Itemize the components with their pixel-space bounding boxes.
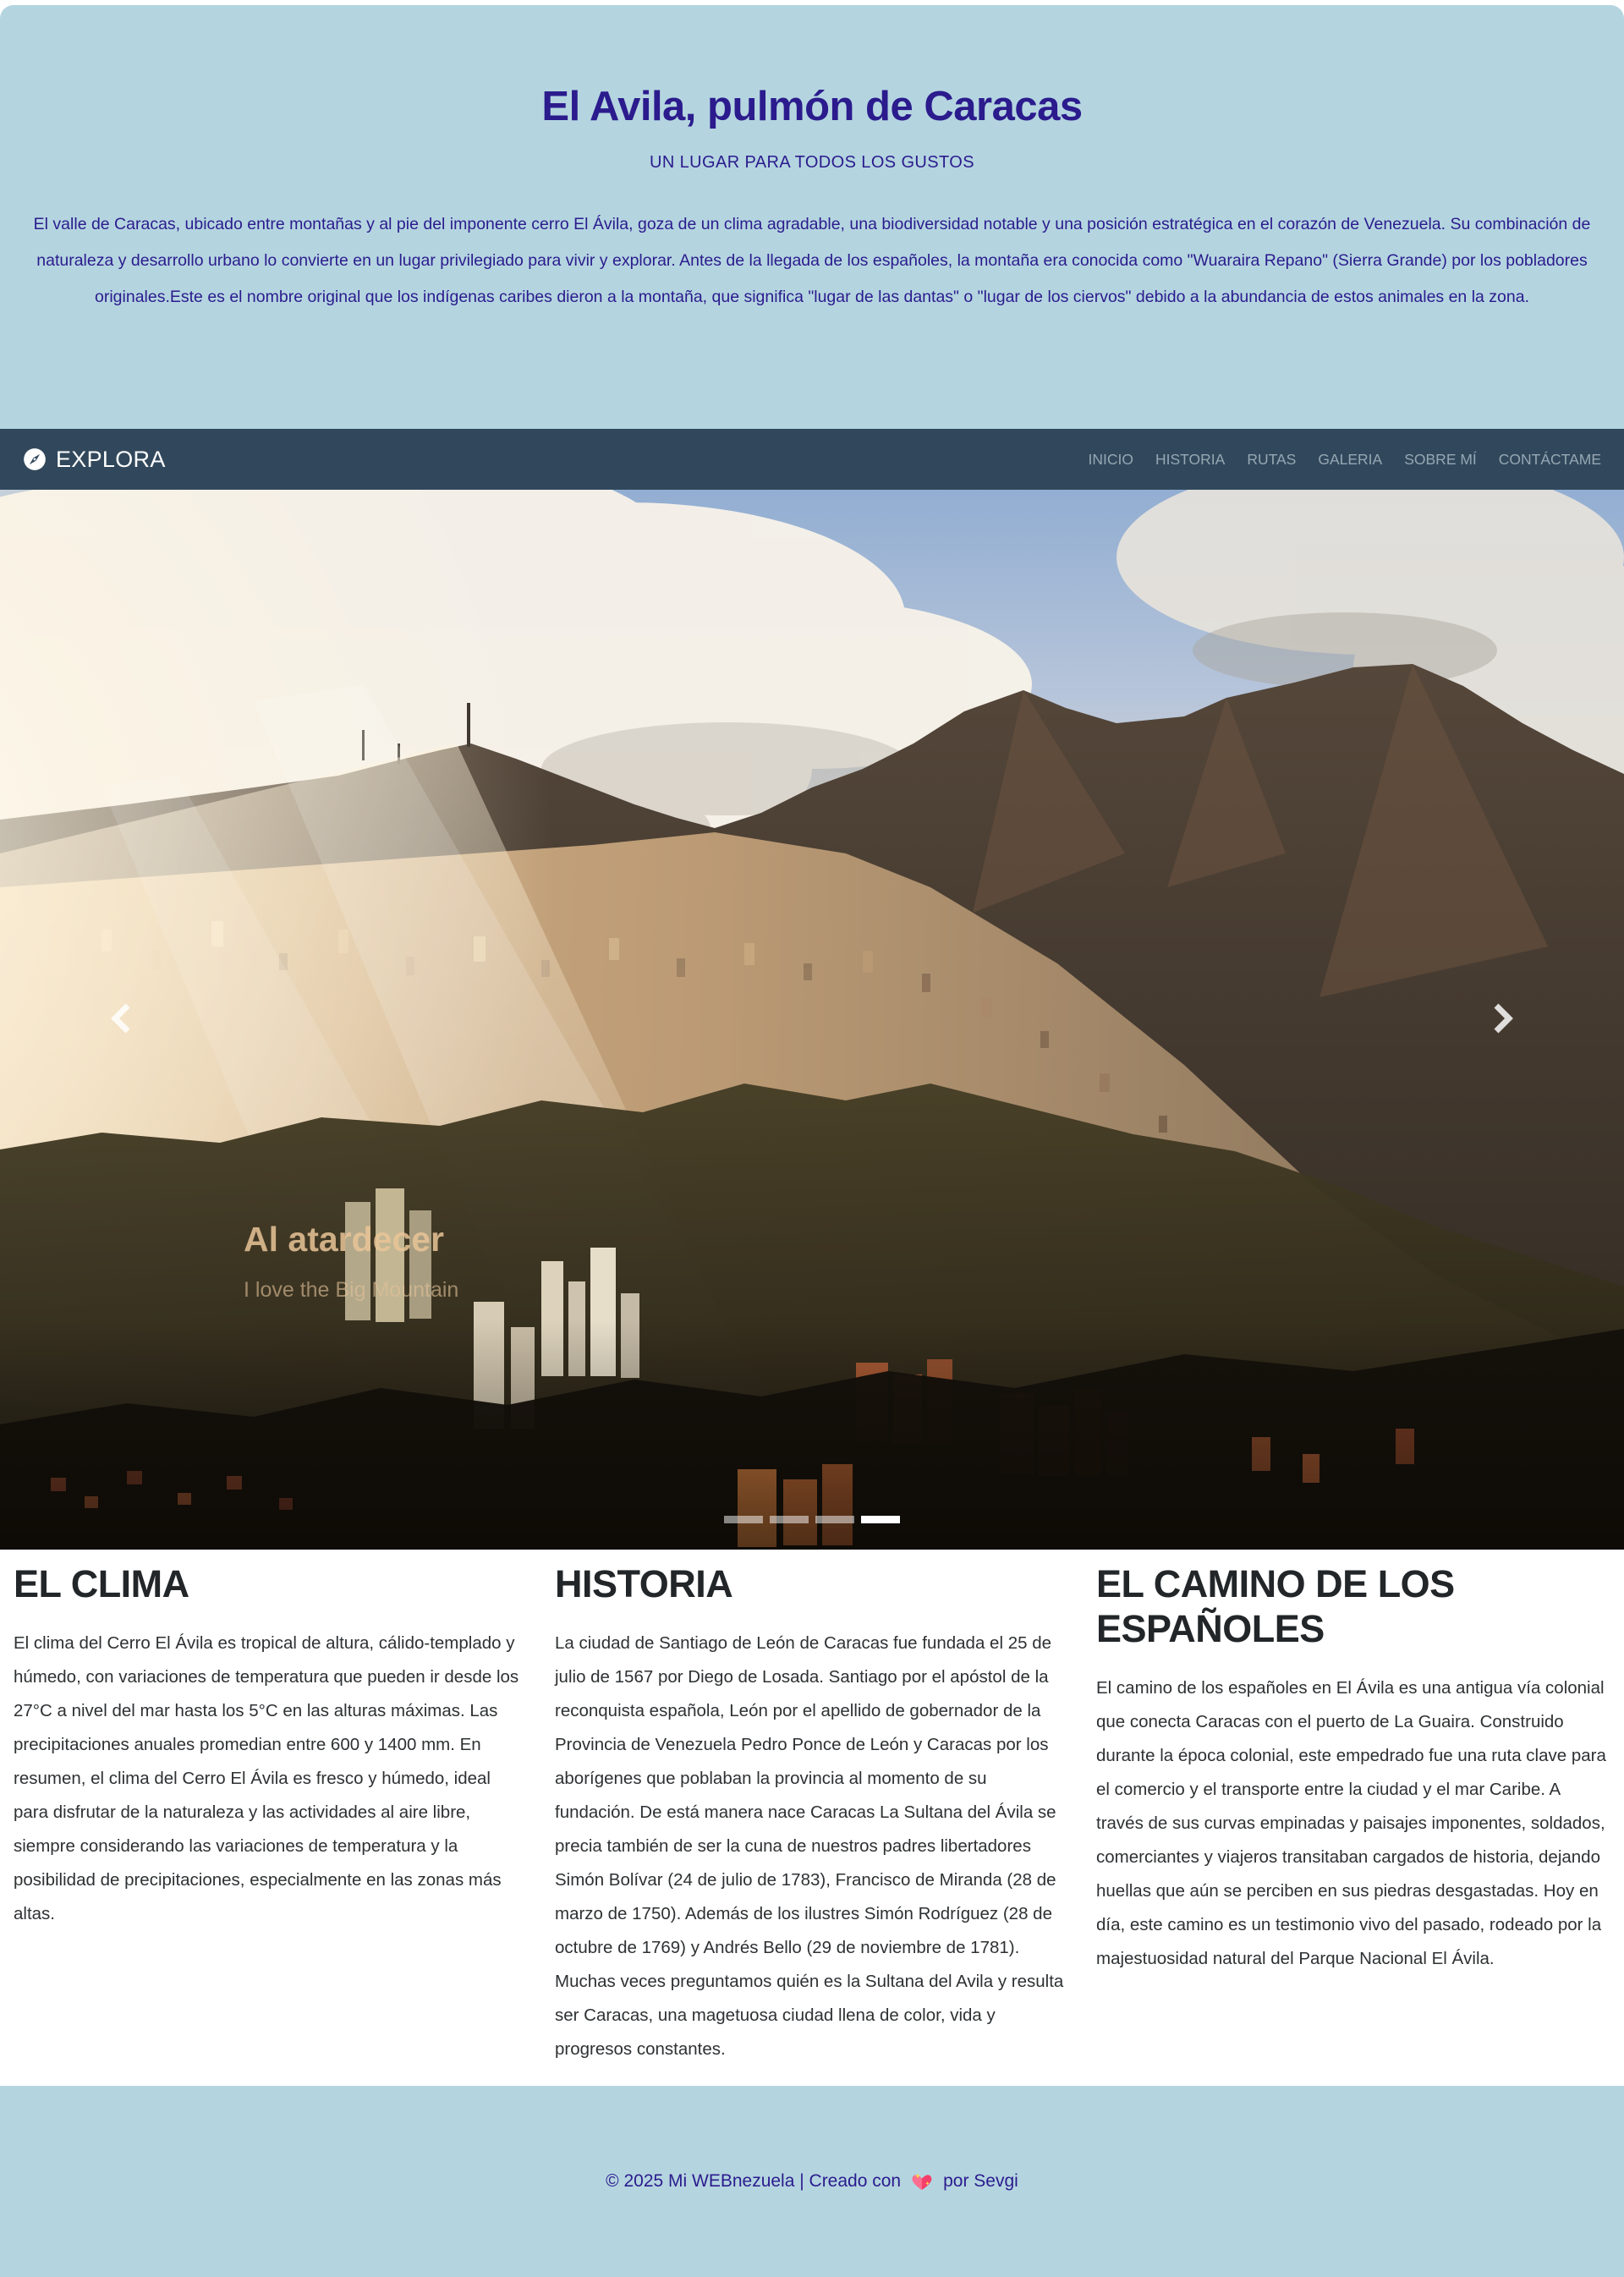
navbar (0, 429, 1624, 490)
footer-text-right: por Sevgi (943, 2171, 1018, 2191)
nav-item-galeria[interactable]: GALERIA (1318, 450, 1383, 468)
brand-link[interactable] (23, 447, 166, 473)
section-body-el-clima: El clima del Cerro El Ávila es tropical de altura, cálido-templado y húmedo, con variaciones de temperatura que pueden ir desde los 27°C a nivel del mar hasta los 5°C en las alturas máximas. Las precipitaciones anuales promedian entre 600 y 1400 mm. En resumen, el clima del Cerro El Ávila es fresco y húmedo, ideal para disfrutar de la naturaleza y las actividades al aire libre, siempre considerando las variaciones de temperatura y la posibilidad de precipitaciones, especialmente en las zonas más altas. (14, 1633, 519, 1924)
section-heading-camino-espanoles: EL CAMINO DE LOS ESPAÑOLES (1096, 1562, 1455, 1651)
column-el-clima (14, 1561, 524, 2086)
caption-title: Al atardecer (244, 1220, 445, 1259)
nav-item-sobre-mi[interactable]: SOBRE MÍ (1404, 450, 1477, 468)
carousel-indicator-2[interactable] (770, 1516, 809, 1523)
info-columns (0, 1550, 1624, 2086)
carousel-caption (244, 1220, 458, 1303)
page-footer (0, 2086, 1624, 2277)
footer-text-left: © 2025 Mi WEBnezuela | Creado con (606, 2171, 902, 2191)
brand-label: EXPLORA (56, 446, 166, 472)
chevron-left-icon (107, 1000, 136, 1040)
intro-paragraph: El valle de Caracas, ubicado entre montañas y al pie del imponente cerro El Ávila, goza de un clima agradable, una biodiversidad notable y una posición estratégica en el corazón de Venezuela. Su combinación de naturaleza y desarrollo urbano lo convierte en un lugar privilegiado para vivir y explorar. Antes de la llegada de los españoles, la montaña era conocida como "Wuaraira Repano" (Sierra Grande) por los pobladores originales.Este es el nombre original que los indígenas caribes dieron a la montaña, que significa "lugar de las dantas" o "lugar de los ciervos" debido a la abundancia de estos animales en la zona. (33, 215, 1591, 306)
nav-item-historia[interactable]: HISTORIA (1155, 450, 1226, 468)
page-header (0, 5, 1624, 429)
page-subtitle: UN LUGAR PARA TODOS LOS GUSTOS (650, 153, 974, 172)
nav-item-contactame[interactable]: CONTÁCTAME (1498, 450, 1601, 468)
nav-links (1078, 451, 1602, 469)
column-historia (555, 1561, 1066, 2086)
section-body-historia: La ciudad de Santiago de León de Caracas fue fundada el 25 de julio de 1567 por Diego de Losada. Santiago por el apóstol de la reconquista española, León por el apellido de gobernador de la Provincia de Venezuela Pedro Ponce de León y Caracas por los aborígenes que poblaban la provincia al momento de su fundación. De está manera nace Caracas La Sultana del Ávila se precia también de ser la cuna de nuestros padres libertadores Simón Bolívar (24 de julio de 1783), Francisco de Miranda (28 de marzo de 1750). Además de los ilustres Simón Rodríguez (28 de octubre de 1769) y Andrés Bello (29 de noviembre de 1781). Muchas veces preguntamos quién es la Sultana del Avila y resulta ser Caracas, una magetuosa ciudad llena de color, vida y progresos constantes. (555, 1633, 1064, 2060)
nav-item-rutas[interactable]: RUTAS (1247, 450, 1297, 468)
nav-item-inicio[interactable]: INICIO (1088, 450, 1133, 468)
carousel-indicator-3[interactable] (815, 1516, 854, 1523)
page (0, 5, 1624, 2277)
carousel-indicator-4[interactable] (861, 1516, 900, 1523)
section-body-camino-espanoles: El camino de los españoles en El Ávila es una antigua vía colonial que conecta Caracas con el puerto de La Guaira. Construido durante la época colonial, este empedrado fue una ruta clave para el comercio y el transporte entre la ciudad y el mar Caribe. A través de sus curvas empinadas y paisajes imponentes, soldados, comerciantes y viajeros transitaban cargados de historia, dejando huellas que aún se perciben en sus piedras desgastadas. Hoy en día, este camino es un testimonio vivo del pasado, rodeado por la majestuosidad natural del Parque Nacional El Ávila. (1096, 1678, 1606, 1969)
carousel-prev-button[interactable] (0, 490, 244, 1550)
column-camino-espanoles (1096, 1561, 1607, 2086)
compass-icon (23, 447, 47, 471)
sparkling-heart-icon (909, 2171, 935, 2192)
hero-carousel (0, 490, 1624, 1550)
page-title: El Avila, pulmón de Caracas (541, 84, 1083, 129)
section-heading-el-clima: EL CLIMA (14, 1562, 189, 1605)
carousel-next-button[interactable] (1380, 490, 1624, 1550)
caption-subtitle: I love the Big Mountain (244, 1278, 459, 1302)
carousel-indicators (0, 1516, 1624, 1523)
section-heading-historia: HISTORIA (555, 1562, 733, 1605)
chevron-right-icon (1488, 1000, 1517, 1040)
carousel-indicator-1[interactable] (724, 1516, 763, 1523)
